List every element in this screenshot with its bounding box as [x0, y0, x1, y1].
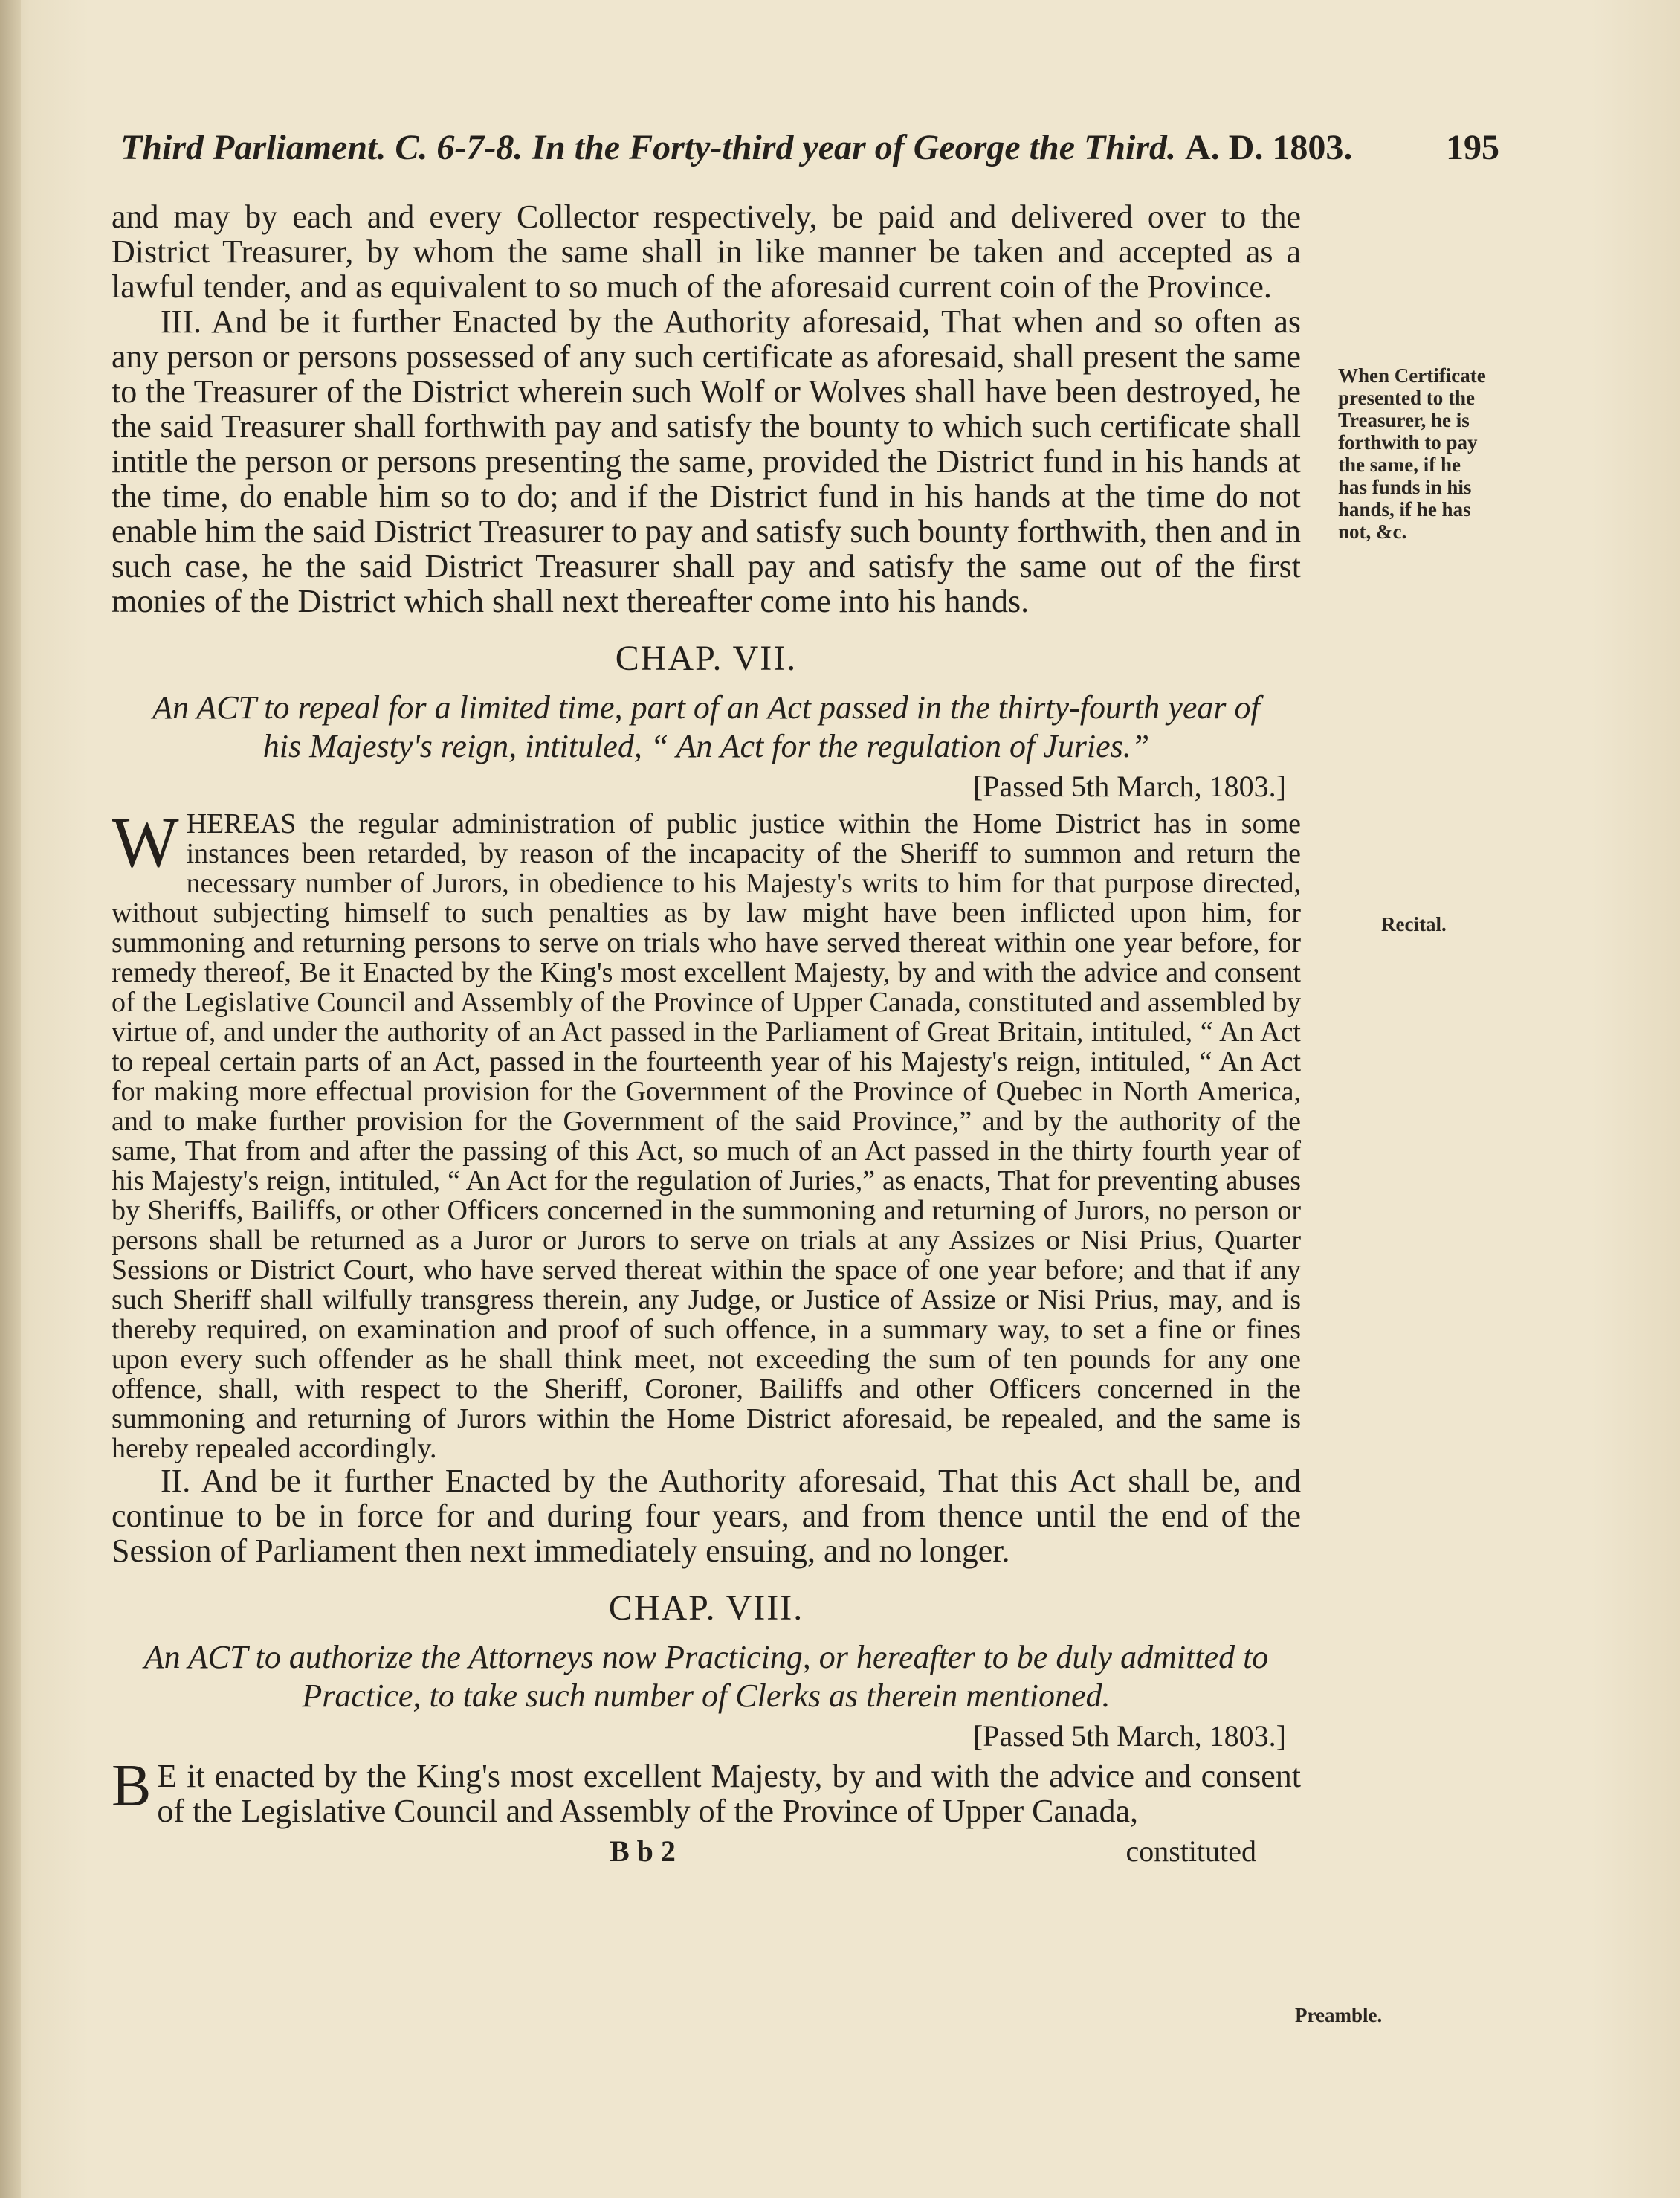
running-header [120, 125, 1499, 171]
continuation-paragraph: and may by each and every Collector respectively, be paid and delivered over to the District Treasurer, by whom the same shall in like manner be taken and accepted as a lawful tender, and as equivalent to so much of the aforesaid current coin of the Province. [112, 199, 1301, 305]
chap-8-heading: CHAP. VIII. [608, 1588, 804, 1628]
chap-8-passed-date: [Passed 5th March, 1803.] [972, 1719, 1286, 1753]
page-body [112, 199, 1301, 1870]
chap-7-title: An ACT to repeal for a limited time, part of an Act passed in the thirty-fourth year of his Majesty's reign, intituled, “ An Act for the regulation of Juries.” [152, 689, 1260, 764]
chap-7-recital [112, 802, 1301, 1464]
chap-7-passed-date: [Passed 5th March, 1803.] [972, 770, 1286, 803]
chap-7-section-ii: II. And be it further Enacted by the Authority aforesaid, That this Act shall be, and continue to be in force for and during four years, and from thence until the end of the Session of Parliament then next immediately ensuing, and no longer. [112, 1463, 1301, 1569]
binding-gutter [0, 0, 21, 2198]
signature-mark: B b 2 [610, 1834, 676, 1868]
margin-note-preamble: Preamble. [1295, 2004, 1383, 2026]
page-footer [112, 1833, 1301, 1870]
drop-cap-w: W [112, 802, 179, 882]
margin-note-certificate: When Certificate presented to the Treasurer, he is forthwith to pay the same, if he has funds in his hands, if he has not, &c. [1338, 364, 1486, 543]
year-label: A. D. 1803. [1185, 128, 1353, 167]
running-title: Third Parliament. C. 6-7-8. In the Forty-third year of George the Third. [120, 128, 1177, 167]
chap-8-title: An ACT to authorize the Attorneys now Practicing, or hereafter to be duly admitted to Practice, to take such number of Clerks as therein mentioned. [143, 1639, 1269, 1714]
page-number: 195 [1446, 128, 1499, 167]
catchword: constituted [1125, 1834, 1256, 1868]
section-iii-paragraph: III. And be it further Enacted by the Authority aforesaid, That when and so often as any person or persons possessed of any such certificate as aforesaid, shall present the same to the Treasurer of the District wherein such Wolf or Wolves shall have been destroyed, he the said Treasurer shall forthwith pay and satisfy the bounty to which such certificate shall intitle the person or persons presenting the same, provided the District fund in his hands at the time, do enable him so to do; and if the District fund in his hands at the time do not enable him the said District Treasurer to pay and satisfy such bounty forthwith, then and in such case, he the said District Treasurer shall pay and satisfy the same out of the first monies of the District which shall next thereafter come into his hands. [112, 303, 1301, 619]
chap-7-heading: CHAP. VII. [615, 639, 798, 678]
drop-cap-b: B [112, 1753, 152, 1819]
chap-8-preamble [112, 1753, 1301, 1829]
recital-text: HEREAS the regular administration of public justice within the Home District has in some instances been retarded, by reason of the incapacity of the Sheriff to summon and return the necessary number of Jurors, in obedience to his Majesty's writs to him for that purpose directed, without subjecting himself to such penalties as by law might have been inflicted upon him, for summoning and returning persons to serve on trials who have served thereat within one year before, for remedy thereof, Be it Enacted by the King's most excellent Majesty, by and with the advice and consent of the Legislative Council and Assembly of the Province of Upper Canada, constituted and assembled by virtue of, and under the authority of an Act passed in the Parliament of Great Britain, intituled, “ An Act to repeal certain parts of an Act, passed in the fourteenth year of his Majesty's reign, intituled, “ An Act for making more effectual provision for the Government of the Province of Quebec in North America, and to make further provision for the Government of the said Province,” and by the authority of the same, That from and after the passing of this Act, so much of an Act passed in the thirty fourth year of his Majesty's reign, intituled, “ An Act for the regulation of Juries,” as enacts, That for preventing abuses by Sheriffs, Bailiffs, or other Officers concerned in the summoning and returning of Jurors, no person or persons shall be returned as a Juror or Jurors to serve on trials at any Assizes or Nisi Prius, Quarter Sessions or District Court, who have served thereat within the space of one year before; and that if any such Sheriff shall wilfully transgress therein, any Judge, or Justice of Assize or Nisi Prius, may, and is thereby required, on examination and proof of such offence, in a summary way, to set a fine or fines upon every such offender as he shall think meet, not exceeding the sum of ten pounds for any one offence, shall, with respect to the Sheriff, Coroner, Bailiffs and other Officers concerned in the summoning and returning of Jurors within the Home District aforesaid, be repealed, and the same is hereby repealed accordingly. [112, 808, 1301, 1464]
preamble-text: E it enacted by the King's most excellent Majesty, by and with the advice and consent of the Legislative Council and Assembly of the Province of Upper Canada, [157, 1758, 1301, 1829]
margin-note-recital: Recital. [1381, 913, 1447, 935]
